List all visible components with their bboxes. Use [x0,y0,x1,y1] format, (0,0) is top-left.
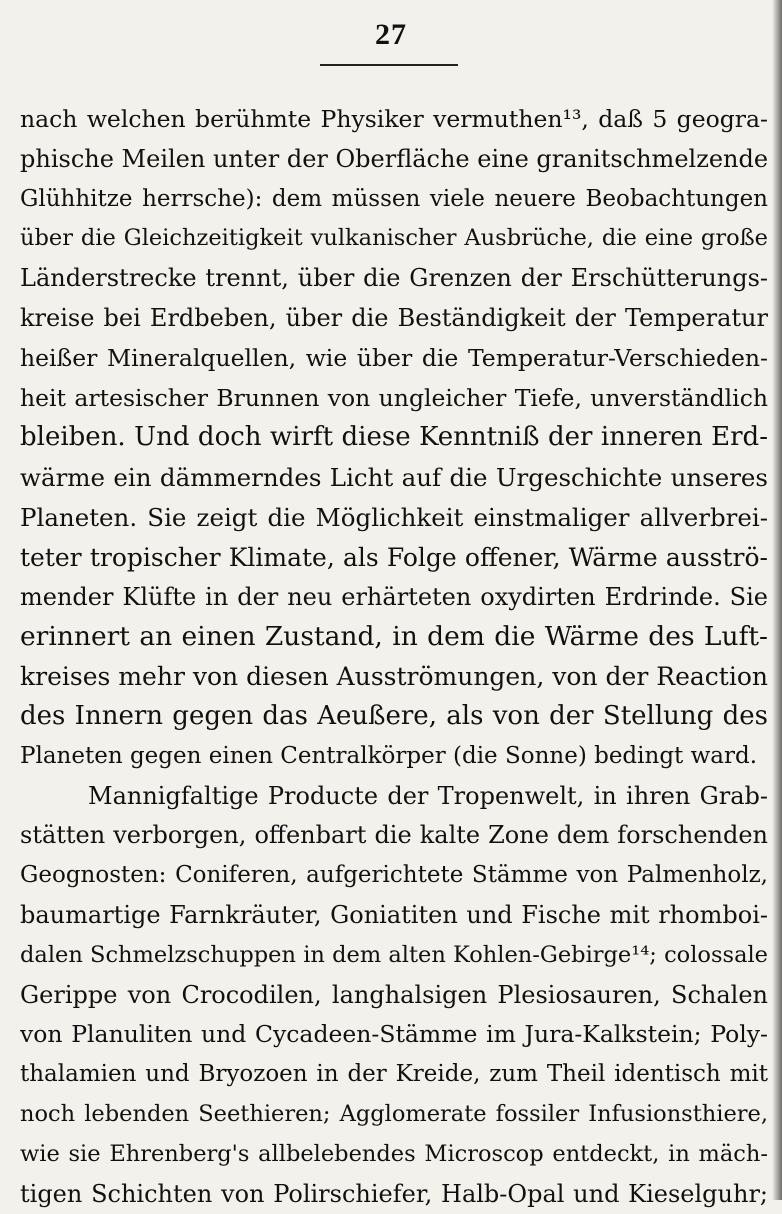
text-line: über die Gleichzeitigkeit vulkanischer Ausbrüche, die eine große [20,225,768,252]
page-edge-shadow [772,0,782,1200]
text-line: von Planuliten und Cycadeen-Stämme im Jura-Kalkstein; Poly- [20,1020,768,1049]
text-line: nach welchen berühmte Physiker vermuthen¹³, daß 5 geogra- [20,105,768,133]
text-line: Gerippe von Crocodilen, langhalsigen Plesiosauren, Schalen [20,980,768,1009]
text-line: bleiben. Und doch wirft diese Kenntniß der inneren Erd- [20,422,768,453]
text-line: noch lebenden Seethieren; Agglomerate fossiler Infusionsthiere, [20,1100,768,1127]
text-line: thalamien und Bryozoen in der Kreide, zum Theil identisch mit [20,1061,768,1088]
text-line: Glühhitze herrsche): dem müssen viele neuere Beobachtungen [20,185,768,212]
text-line: kreises mehr von diesen Ausströmungen, von der Reaction [20,662,768,692]
text-line: Planeten gegen einen Centralkörper (die Sonne) bedingt ward. [20,742,758,769]
text-line: teter tropischer Klimate, als Folge offener, Wärme ausströ- [20,542,768,572]
text-line: kreise bei Erdbeben, über die Beständigkeit der Temperatur [20,303,768,332]
text-line: des Innern gegen das Aeußere, als von der Stellung des [20,700,768,731]
text-line: wärme ein dämmerndes Licht auf die Urgeschichte unseres [20,463,768,493]
text-line: wie sie Ehrenberg's allbelebendes Microscop entdeckt, in mäch- [20,1140,768,1167]
text-line: phische Meilen unter der Oberfläche eine granitschmelzende [20,144,768,173]
text-line: heißer Mineralquellen, wie über die Temperatur-Verschieden- [20,343,768,372]
text-line: tigen Schichten von Polirschiefer, Halb-Opal und Kieselguhr; [20,1179,768,1208]
text-line: erinnert an einen Zustand, in dem die Wärme des Luft- [20,621,768,653]
text-line: Geognosten: Coniferen, aufgerichtete Stämme von Palmenholz, [20,862,768,889]
text-line: stätten verborgen, offenbart die kalte Zone dem forschenden [20,821,768,850]
text-line: Mannigfaltige Producte der Tropenwelt, in ihren Grab- [88,781,768,810]
body-text [20,100,768,1214]
text-line: baumartige Farnkräuter, Goniatiten und Fische mit rhomboi- [20,900,768,929]
text-line: heit artesischer Brunnen von ungleicher Tiefe, unverständlich [20,383,768,412]
text-line: mender Klüfte in der neu erhärteten oxydirten Erdrinde. Sie [20,582,768,611]
text-line: dalen Schmelzschuppen in dem alten Kohlen-Gebirge¹⁴; colossale [20,941,768,968]
text-line: Planeten. Sie zeigt die Möglichkeit einstmaliger allverbrei- [20,502,768,532]
header-rule [320,64,458,66]
paragraph-1 [20,100,768,777]
paragraph-2 [20,777,768,1214]
page-number: 27 [375,18,407,51]
text-line: Länderstrecke trennt, über die Grenzen der Erschütterungs- [20,264,768,293]
